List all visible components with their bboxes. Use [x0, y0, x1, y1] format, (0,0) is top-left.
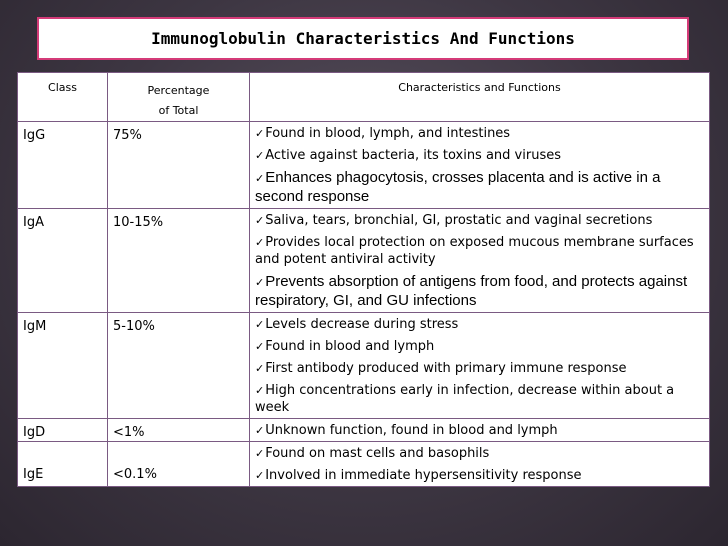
- page-title: Immunoglobulin Characteristics And Functions: [151, 29, 575, 48]
- list-item: [255, 231, 704, 270]
- cell-characteristics: [250, 313, 710, 419]
- cell-percent: 5-10%: [108, 313, 250, 419]
- cell-characteristics: [250, 442, 710, 487]
- list-item: [255, 270, 704, 312]
- list-item: [255, 335, 704, 357]
- list-item: [255, 313, 704, 335]
- table-row-igd: [18, 419, 710, 442]
- list-item-text: Enhances phagocytosis, crosses placenta and is active in a second response: [255, 169, 661, 205]
- table-row-igm: [18, 313, 710, 419]
- check-mark-icon: ✓: [255, 469, 265, 482]
- list-item: [255, 122, 704, 144]
- list-item-text: Unknown function, found in blood and lymph: [265, 423, 558, 438]
- list-item: [255, 357, 704, 379]
- check-mark-icon: ✓: [255, 277, 265, 289]
- list-item-text: Found on mast cells and basophils: [265, 446, 490, 461]
- cell-class: IgD: [18, 419, 108, 442]
- list-item-text: Saliva, tears, bronchial, GI, prostatic and vaginal secretions: [265, 213, 653, 228]
- cell-percent: 75%: [108, 122, 250, 209]
- header-class: Class: [18, 73, 108, 122]
- list-item-text: Levels decrease during stress: [265, 317, 459, 332]
- list-item-text: Provides local protection on exposed mucous membrane surfaces and potent antiviral activity: [255, 235, 694, 267]
- list-item: [255, 379, 704, 418]
- check-mark-icon: ✓: [255, 236, 265, 249]
- list-item: [255, 166, 704, 208]
- cell-percent: <0.1%: [108, 442, 250, 487]
- list-item: [255, 209, 704, 231]
- list-item: [255, 464, 704, 486]
- check-mark-icon: ✓: [255, 362, 265, 375]
- table-row-ige: [18, 442, 710, 487]
- header-percentage: [108, 73, 250, 122]
- table-row-iga: [18, 209, 710, 313]
- list-item-text: Prevents absorption of antigens from food, and protects against respiratory, GI, and GU infections: [255, 273, 688, 309]
- cell-class: IgM: [18, 313, 108, 419]
- cell-class: IgE: [18, 442, 108, 487]
- cell-characteristics: [250, 209, 710, 313]
- list-item: [255, 442, 704, 464]
- cell-characteristics: [250, 419, 710, 442]
- check-mark-icon: ✓: [255, 149, 265, 162]
- list-item: [255, 144, 704, 166]
- list-item-text: Found in blood and lymph: [265, 339, 435, 354]
- list-item-text: First antibody produced with primary immune response: [265, 361, 627, 376]
- check-mark-icon: ✓: [255, 127, 265, 140]
- cell-percent: 10-15%: [108, 209, 250, 313]
- list-item-text: Found in blood, lymph, and intestines: [265, 126, 511, 141]
- list-item: [255, 419, 704, 441]
- check-mark-icon: ✓: [255, 384, 265, 397]
- check-mark-icon: ✓: [255, 424, 265, 437]
- header-row: [18, 73, 710, 122]
- header-characteristics: Characteristics and Functions: [250, 73, 710, 122]
- cell-class: IgG: [18, 122, 108, 209]
- title-box: [37, 17, 689, 60]
- header-percentage-line2: of Total: [158, 104, 199, 117]
- cell-characteristics: [250, 122, 710, 209]
- table-row-igg: [18, 122, 710, 209]
- check-mark-icon: ✓: [255, 318, 265, 331]
- check-mark-icon: ✓: [255, 173, 265, 185]
- list-item-text: Active against bacteria, its toxins and viruses: [265, 148, 561, 163]
- check-mark-icon: ✓: [255, 214, 265, 227]
- list-item-text: High concentrations early in infection, decrease within about a week: [255, 383, 675, 415]
- header-percentage-line1: Percentage: [147, 84, 210, 97]
- list-item-text: Involved in immediate hypersensitivity response: [265, 468, 582, 483]
- cell-class: IgA: [18, 209, 108, 313]
- immunoglobulin-table: [17, 72, 710, 487]
- check-mark-icon: ✓: [255, 447, 265, 460]
- check-mark-icon: ✓: [255, 340, 265, 353]
- cell-percent: <1%: [108, 419, 250, 442]
